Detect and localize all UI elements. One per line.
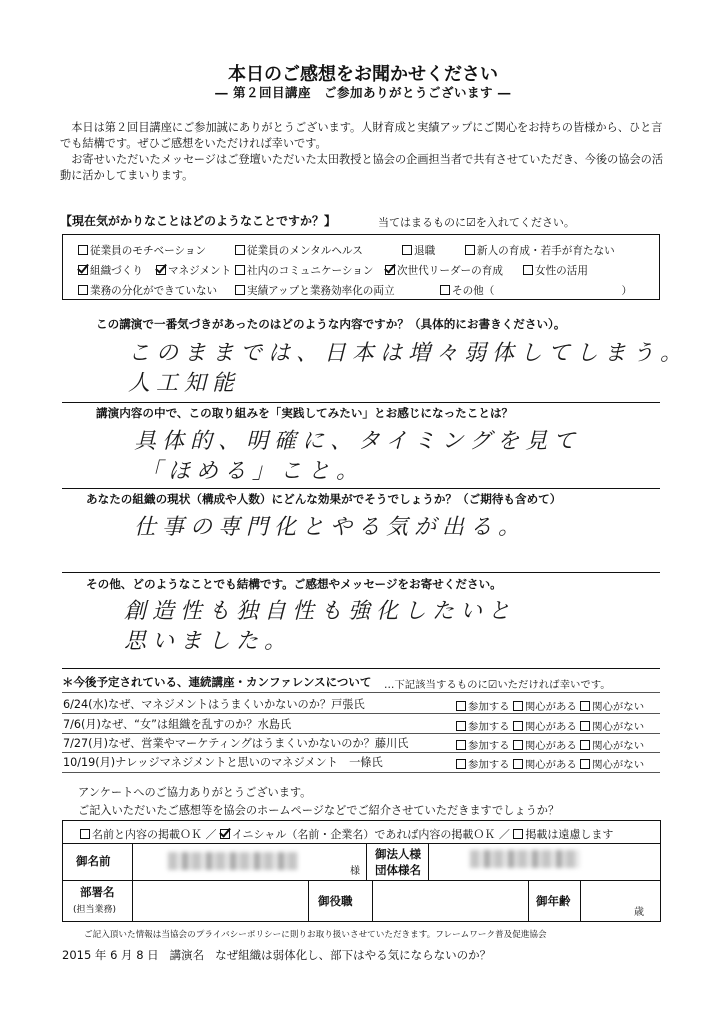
seminar-item-2: 7/6(月)なぜ、“女”は組織を乱すのか？水島氏	[63, 718, 292, 731]
checkbox-icon[interactable]	[580, 721, 590, 731]
divider	[62, 402, 660, 403]
dept-sublabel: (担当業務)	[73, 905, 117, 915]
concern-organization-building[interactable]: 組織づくり	[78, 263, 143, 278]
divider	[132, 843, 133, 922]
checkbox-icon[interactable]	[513, 829, 523, 839]
divider	[62, 572, 660, 573]
divider	[428, 843, 429, 880]
divider	[528, 880, 529, 922]
divider	[62, 488, 660, 489]
divider	[62, 668, 660, 669]
question-2-answer-line-2[interactable]: 「ほめる」こと。	[140, 459, 365, 484]
seminar-3-options[interactable]: 参加する 関心がある 関心がない	[456, 737, 644, 752]
divider	[62, 733, 660, 734]
divider	[62, 880, 661, 881]
footer-lecture	[62, 947, 491, 963]
checkbox-icon[interactable]	[513, 740, 523, 750]
checkbox-icon[interactable]	[78, 245, 88, 255]
seminars-note: …下記該当するものに☑いただければ幸いです。	[384, 679, 611, 691]
checkbox-icon[interactable]	[456, 721, 466, 731]
closing-thanks: アンケートへのご協力ありがとうございます。	[78, 786, 312, 799]
divider	[62, 752, 660, 753]
concern-women-utilization[interactable]: 女性の活用	[523, 263, 588, 278]
page-subtitle: ― 第２回目講座 ご参加ありがとうございます ―	[215, 85, 511, 100]
checkbox-checked-icon[interactable]	[220, 829, 230, 839]
question-1-answer-line-2[interactable]: 人工知能	[128, 371, 241, 396]
concern-performance-efficiency[interactable]: 実績アップと業務効率化の両立	[235, 283, 395, 298]
lecture-title: なぜ組織は弱体化し、部下はやる気にならないのか？	[215, 948, 492, 962]
seminar-item-4: 10/19(月)ナレッジマネジメントと思いのマネジメント 一條氏	[63, 756, 383, 769]
checkbox-icon[interactable]	[580, 759, 590, 769]
checkbox-checked-icon[interactable]	[156, 265, 166, 275]
checkbox-icon[interactable]	[456, 701, 466, 711]
checkbox-icon[interactable]	[513, 701, 523, 711]
checkbox-icon[interactable]	[456, 759, 466, 769]
seminar-1-options[interactable]: 参加する 関心がある 関心がない	[456, 698, 644, 713]
question-4-answer-line-1[interactable]: 創造性も独自性も強化したいと	[124, 599, 517, 624]
privacy-note: ご記入頂いた情報は当協会のプライバシーポリシーに則りお取り扱いさせていただきます。フレームワーク普及促進協会	[84, 930, 547, 940]
seminar-2-options[interactable]: 参加する 関心がある 関心がない	[456, 718, 644, 733]
org-label-2: 団体様名	[375, 863, 421, 877]
concern-next-gen-leaders[interactable]: 次世代リーダーの育成	[385, 263, 503, 278]
lecture-date: 2015 年 6 月 8 日	[62, 948, 159, 962]
concern-management[interactable]: マネジメント	[156, 263, 231, 278]
concern-other[interactable]: その他（ ）	[440, 283, 632, 298]
concern-motivation[interactable]: 従業員のモチベーション	[78, 243, 206, 258]
checkbox-icon[interactable]	[440, 285, 450, 295]
question-1-heading: この講演で一番気づきがあったのはどのような内容ですか？（具体的にお書きください）。	[96, 317, 566, 331]
intro-paragraph-2: お寄せいただいたメッセージはご登壇いただいた太田教授と協会の企画担当者で共有させていただき、今後の協会の活動に活かしてまいります。	[60, 153, 664, 182]
checkbox-icon[interactable]	[465, 245, 475, 255]
org-label-1: 御法人様	[375, 847, 421, 861]
question-4-heading: その他、どのようなことでも結構です。ご感想やメッセージをお寄せください。	[86, 577, 502, 591]
divider	[308, 880, 309, 922]
checkbox-icon[interactable]	[513, 721, 523, 731]
name-value-redacted[interactable]	[168, 852, 298, 870]
checkbox-checked-icon[interactable]	[385, 265, 395, 275]
org-value-redacted[interactable]	[470, 850, 580, 868]
checkbox-icon[interactable]	[580, 740, 590, 750]
divider	[62, 692, 660, 693]
divider	[372, 880, 373, 922]
question-1-answer-line-1[interactable]: このままでは、日本は増々弱体してしまう。	[128, 341, 689, 366]
consent-full: 名前と内容の掲載ＯＫ	[92, 828, 202, 841]
concern-task-division[interactable]: 業務の分化ができていない	[78, 283, 217, 298]
divider	[366, 843, 367, 880]
checkbox-icon[interactable]	[235, 285, 245, 295]
question-2-answer-line-1[interactable]: 具体的、明確に、タイミングを見て	[134, 429, 582, 454]
concern-internal-communication[interactable]: 社内のコミュニケーション	[235, 263, 374, 278]
intro-text	[60, 120, 670, 184]
checkbox-icon[interactable]	[235, 265, 245, 275]
checkbox-icon[interactable]	[456, 740, 466, 750]
dept-label: 部署名	[80, 885, 115, 899]
position-label: 御役職	[318, 894, 353, 908]
concern-mental-health[interactable]: 従業員のメンタルヘルス	[235, 243, 363, 258]
seminars-heading: ＊今後予定されている、連続講座・カンファレンスについて	[62, 675, 372, 689]
concerns-note: 当てはまるものに☑を入れてください。	[378, 216, 575, 229]
seminar-item-1: 6/24(水)なぜ、マネジメントはうまくいかないのか？戸張氏	[63, 698, 365, 711]
checkbox-checked-icon[interactable]	[78, 265, 88, 275]
name-label: 御名前	[76, 854, 111, 868]
consent-decline: 掲載は遠慮します	[525, 828, 614, 841]
consent-options[interactable]: 名前と内容の掲載ＯＫ ／ イニシャル（名前・企業名）であれば内容の掲載ＯＫ ／ 掲載は遠慮します	[80, 826, 613, 842]
checkbox-icon[interactable]	[80, 829, 90, 839]
question-3-heading: あなたの組織の現状（構成や人数）にどんな効果がでそうでしょうか？（ご期待も含めて）	[86, 492, 562, 506]
checkbox-icon[interactable]	[78, 285, 88, 295]
checkbox-icon[interactable]	[402, 245, 412, 255]
age-suffix: 歳	[634, 907, 644, 918]
age-label: 御年齢	[536, 894, 571, 908]
checkbox-icon[interactable]	[235, 245, 245, 255]
concern-new-hire-training[interactable]: 新人の育成・若手が育たない	[465, 243, 615, 258]
seminar-item-3: 7/27(月)なぜ、営業やマーケティングはうまくいかないのか？藤川氏	[63, 737, 409, 750]
checkbox-icon[interactable]	[513, 759, 523, 769]
divider	[62, 713, 660, 714]
consent-initials: イニシャル（名前・企業名）であれば内容の掲載ＯＫ	[232, 828, 496, 841]
lecture-label: 講演名	[169, 948, 205, 962]
concern-turnover[interactable]: 退職	[402, 243, 435, 258]
page-title: 本日のご感想をお聞かせください	[228, 64, 498, 85]
checkbox-icon[interactable]	[523, 265, 533, 275]
concerns-heading: 【現在気がかりなことはどのようなことですか？】	[60, 214, 337, 228]
divider	[62, 843, 661, 844]
question-2-heading: 講演内容の中で、この取り組みを「実践してみたい」とお感じになったことは？	[96, 406, 514, 420]
name-suffix: 様	[350, 866, 360, 877]
divider	[580, 880, 581, 922]
intro-paragraph-1: 本日は第２回目講座にご参加誠にありがとうございます。人財育成と実績アップにご関心をお持ちの皆様から、ひと言でも結構です。ぜひご感想をいただければ幸いです。	[60, 121, 663, 150]
question-3-answer-line-1[interactable]: 仕事の専門化とやる気が出る。	[134, 515, 527, 540]
seminar-4-options[interactable]: 参加する 関心がある 関心がない	[456, 756, 644, 771]
question-4-answer-line-2[interactable]: 思いました。	[124, 629, 293, 654]
closing-question: ご記入いただいたご感想等を協会のホームページなどでご紹介させていただきますでしょうか？	[78, 804, 560, 817]
divider	[62, 772, 660, 773]
checkbox-icon[interactable]	[580, 701, 590, 711]
